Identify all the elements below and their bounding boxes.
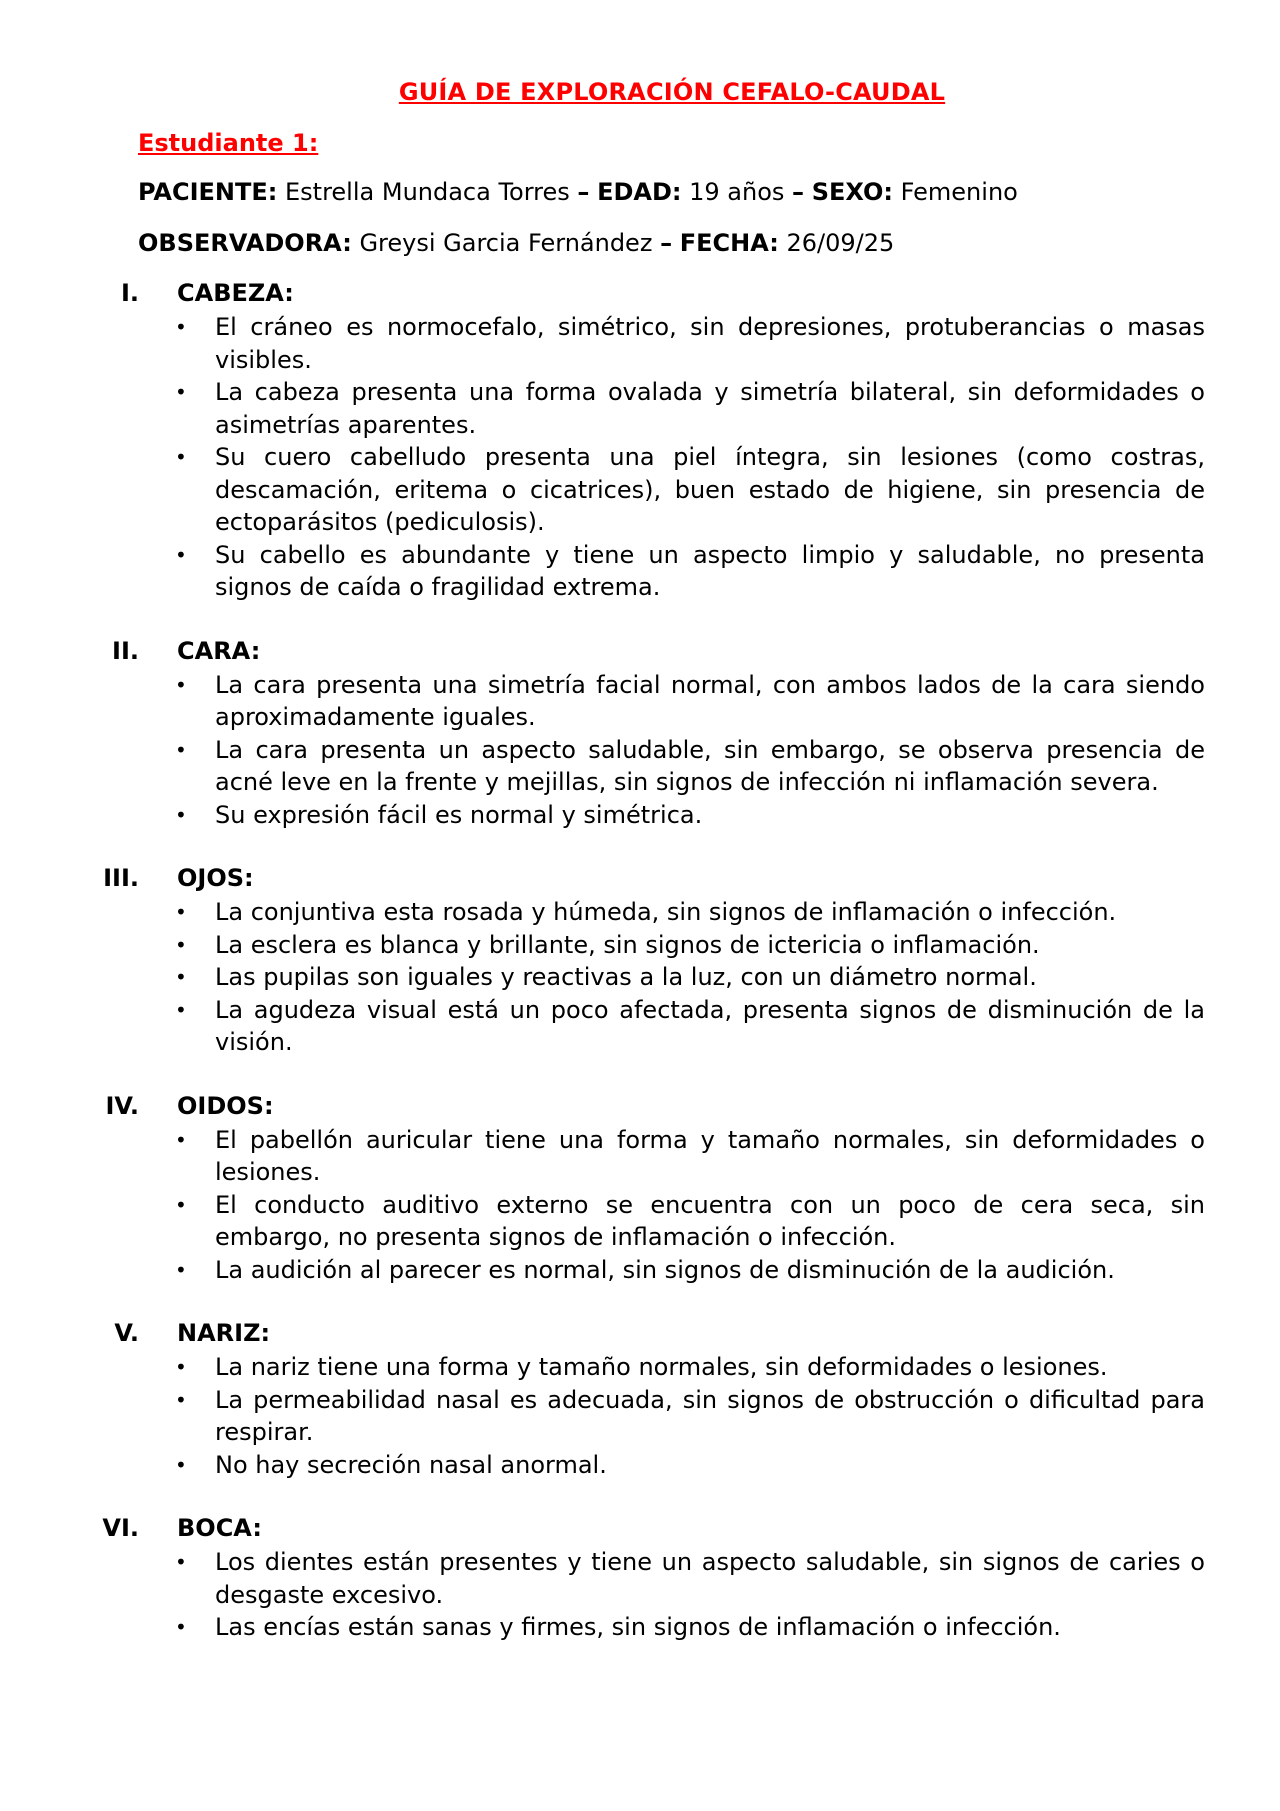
list-item — [0, 1611, 1205, 1644]
bullet-icon: • — [175, 737, 187, 762]
date-label: FECHA: — [679, 229, 779, 257]
exam-section — [0, 279, 1280, 604]
patient-info-line — [138, 178, 1018, 206]
bullet-icon: • — [175, 997, 187, 1022]
list-item — [0, 734, 1205, 799]
section-heading: OJOS: — [177, 864, 254, 892]
list-item-text: La agudeza visual está un poco afectada, presenta signos de disminución de la visión. — [215, 995, 1205, 1056]
sex-label: SEXO: — [811, 178, 894, 206]
list-item — [0, 1449, 1205, 1482]
section-item-list — [0, 896, 1280, 1059]
student-label: Estudiante 1: — [138, 129, 319, 157]
section-header — [0, 1092, 1280, 1124]
list-item — [0, 994, 1205, 1059]
list-item-text: La conjuntiva esta rosada y húmeda, sin signos de inflamación o infección. — [215, 898, 1117, 926]
exam-section — [0, 1319, 1280, 1481]
list-item — [0, 669, 1205, 734]
section-number: IV. — [105, 1091, 139, 1120]
list-item-text: La nariz tiene una forma y tamaño normales, sin deformidades o lesiones. — [215, 1353, 1108, 1381]
age-label: EDAD: — [597, 178, 682, 206]
list-item-text: La cara presenta un aspecto saludable, sin embargo, se observa presencia de acné leve en la frente y mejillas, sin signos de infección ni inflamación severa. — [215, 735, 1205, 796]
bullet-icon: • — [175, 1452, 187, 1477]
observation-date: 26/09/25 — [786, 229, 895, 257]
bullet-icon: • — [175, 932, 187, 957]
list-item — [0, 799, 1205, 832]
list-item — [0, 441, 1205, 539]
list-item-text: El conducto auditivo externo se encuentra con un poco de cera seca, sin embargo, no presenta signos de inflamación o infección. — [215, 1190, 1205, 1251]
bullet-icon: • — [175, 900, 187, 924]
section-header — [0, 279, 1280, 311]
section-number: VI. — [102, 1514, 139, 1542]
bullet-icon: • — [175, 445, 187, 469]
section-header — [0, 1319, 1280, 1351]
bullet-icon: • — [175, 1257, 187, 1282]
list-item — [0, 1254, 1205, 1287]
list-item — [0, 1351, 1205, 1384]
section-item-list — [0, 311, 1280, 604]
section-header — [0, 1514, 1280, 1546]
bullet-icon: • — [175, 1615, 187, 1639]
bullet-icon: • — [175, 315, 187, 339]
list-item — [0, 1124, 1205, 1189]
bullet-icon: • — [175, 380, 187, 404]
list-item-text: El pabellón auricular tiene una forma y tamaño normales, sin deformidades o lesiones. — [215, 1125, 1205, 1186]
section-number: II. — [112, 636, 139, 665]
section-item-list — [0, 1546, 1280, 1644]
list-item-text: Su cuero cabelludo presenta una piel íntegra, sin lesiones (como costras, descamación, eritema o cicatrices), buen estado de higiene, sin presencia de ectoparásitos (pediculosis). — [215, 443, 1205, 536]
section-number: III. — [103, 864, 139, 892]
exam-sections — [0, 279, 1280, 1677]
section-heading: BOCA: — [177, 1514, 262, 1542]
section-header — [0, 637, 1280, 669]
section-heading: NARIZ: — [177, 1319, 271, 1347]
separator: – — [792, 178, 805, 206]
section-item-list — [0, 1124, 1280, 1287]
observer-info-line — [138, 229, 894, 257]
list-item — [0, 961, 1205, 994]
bullet-icon: • — [175, 1550, 187, 1574]
bullet-icon: • — [175, 965, 187, 989]
patient-sex: Femenino — [900, 178, 1018, 206]
patient-label: PACIENTE: — [138, 178, 278, 206]
observer-label: OBSERVADORA: — [138, 229, 352, 257]
section-item-list — [0, 1351, 1280, 1481]
list-item-text: La cara presenta una simetría facial normal, con ambos lados de la cara siendo aproximadamente iguales. — [215, 670, 1205, 731]
section-number: V. — [114, 1319, 139, 1347]
list-item — [0, 896, 1205, 929]
list-item — [0, 376, 1205, 441]
bullet-icon: • — [175, 672, 187, 697]
list-item-text: Los dientes están presentes y tiene un aspecto saludable, sin signos de caries o desgaste excesivo. — [215, 1548, 1205, 1609]
document-title: GUÍA DE EXPLORACIÓN CEFALO-CAUDAL — [398, 78, 946, 106]
bullet-icon: • — [175, 1355, 187, 1379]
list-item-text: El cráneo es normocefalo, simétrico, sin depresiones, protuberancias o masas visibles. — [215, 313, 1205, 374]
list-item-text: La esclera es blanca y brillante, sin signos de ictericia o inflamación. — [215, 930, 1040, 959]
bullet-icon: • — [175, 542, 187, 567]
bullet-icon: • — [175, 1387, 187, 1412]
list-item — [0, 1546, 1205, 1611]
list-item — [0, 1189, 1205, 1254]
list-item-text: Su cabello es abundante y tiene un aspecto limpio y saludable, no presenta signos de caída o fragilidad extrema. — [215, 540, 1205, 601]
exam-section — [0, 1514, 1280, 1644]
section-number: I. — [120, 279, 139, 307]
bullet-icon: • — [175, 1127, 187, 1152]
list-item-text: Las encías están sanas y firmes, sin signos de inflamación o infección. — [215, 1613, 1061, 1641]
list-item — [0, 311, 1205, 376]
list-item — [0, 929, 1205, 962]
observer-name: Greysi Garcia Fernández — [359, 229, 653, 257]
patient-name: Estrella Mundaca Torres — [285, 178, 570, 206]
exam-section — [0, 637, 1280, 832]
list-item-text: La permeabilidad nasal es adecuada, sin signos de obstrucción o dificultad para respirar. — [215, 1385, 1205, 1446]
list-item-text: La cabeza presenta una forma ovalada y simetría bilateral, sin deformidades o asimetrías aparentes. — [215, 378, 1205, 439]
separator: – — [577, 178, 590, 206]
exam-section — [0, 864, 1280, 1059]
section-header — [0, 864, 1280, 896]
bullet-icon: • — [175, 1192, 187, 1217]
list-item — [0, 539, 1205, 604]
section-item-list — [0, 669, 1280, 832]
bullet-icon: • — [175, 802, 187, 827]
section-heading: OIDOS: — [177, 1091, 274, 1120]
exam-section — [0, 1092, 1280, 1287]
list-item-text: Su expresión fácil es normal y simétrica. — [215, 800, 703, 829]
section-heading: CABEZA: — [177, 279, 294, 307]
list-item-text: No hay secreción nasal anormal. — [215, 1450, 607, 1479]
list-item — [0, 1384, 1205, 1449]
list-item-text: Las pupilas son iguales y reactivas a la luz, con un diámetro normal. — [215, 963, 1037, 991]
separator: – — [660, 229, 673, 257]
section-heading: CARA: — [177, 636, 261, 665]
list-item-text: La audición al parecer es normal, sin signos de disminución de la audición. — [215, 1255, 1115, 1284]
patient-age: 19 años — [689, 178, 785, 206]
